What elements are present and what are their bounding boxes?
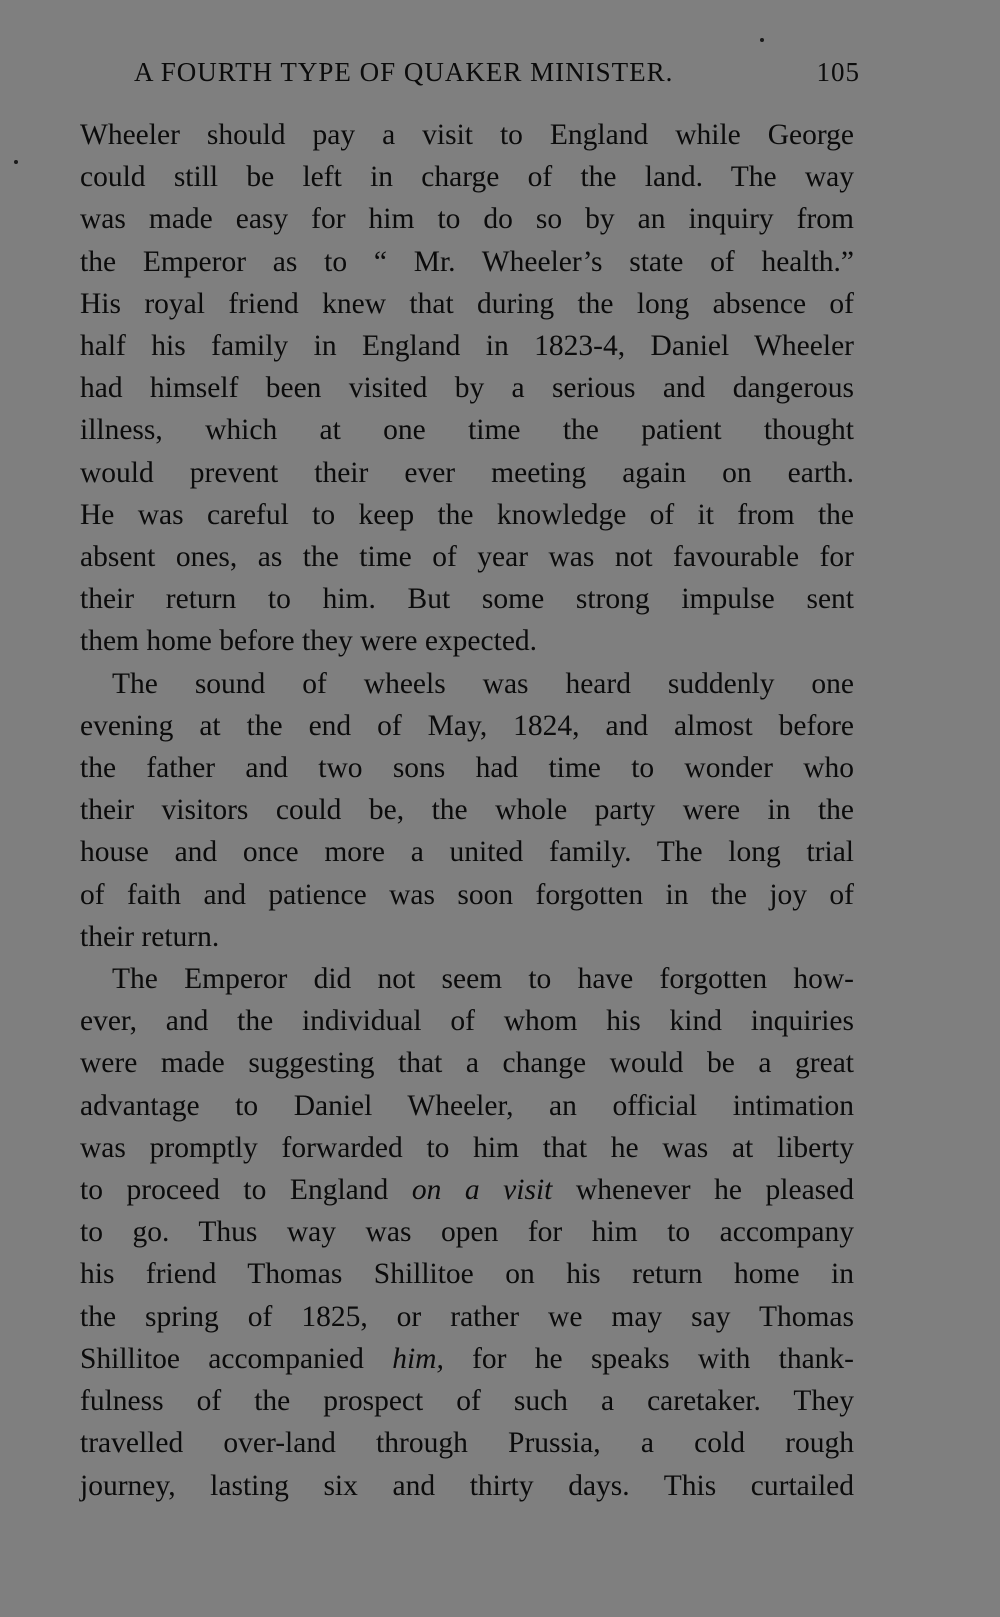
text-line: half his family in England in 1823-4, Daniel Wheeler	[80, 330, 854, 363]
paragraph-3	[80, 958, 854, 1507]
text-line: were made suggesting that a change would be a great	[80, 1047, 854, 1080]
text-line: their return.	[80, 920, 220, 953]
text-line: house and once more a united family. The long trial	[80, 836, 854, 869]
text-line: ever, and the individual of whom his kind inquiries	[80, 1005, 854, 1038]
text-line-with-italic	[80, 1169, 854, 1211]
ink-speck-left	[14, 160, 18, 164]
text-line: their return to him. But some strong impulse sent	[80, 583, 854, 616]
text-line: absent ones, as the time of year was not favourable for	[80, 541, 854, 574]
text-segment: Shillitoe accompanied	[80, 1342, 364, 1375]
text-segment: whenever he pleased	[552, 1174, 855, 1207]
text-line: He was careful to keep the knowledge of it from the	[80, 498, 854, 531]
text-line: The sound of wheels was heard suddenly one	[112, 667, 854, 700]
text-line: The Emperor did not seem to have forgotten how-	[112, 963, 854, 996]
text-line: of faith and patience was soon forgotten in the joy of	[80, 878, 854, 911]
text-line: advantage to Daniel Wheeler, an official intimation	[80, 1089, 854, 1122]
text-line: would prevent their ever meeting again on earth.	[80, 456, 854, 489]
text-line: was made easy for him to do so by an inquiry from	[80, 203, 854, 236]
text-line: illness, which at one time the patient thought	[80, 414, 854, 447]
body-text	[80, 114, 854, 1507]
text-line: Wheeler should pay a visit to England while George	[80, 119, 854, 151]
text-line: His royal friend knew that during the long absence of	[80, 287, 854, 320]
italic-phrase: on a visit	[411, 1174, 553, 1207]
text-line: the father and two sons had time to wonder who	[80, 752, 854, 785]
text-line: the Emperor as to “ Mr. Wheeler’s state of health.”	[80, 245, 854, 278]
text-segment: to proceed to England	[80, 1174, 389, 1207]
text-line: their visitors could be, the whole party were in the	[80, 794, 854, 827]
text-line: evening at the end of May, 1824, and almost before	[80, 709, 854, 742]
text-line-with-italic	[80, 1338, 854, 1380]
text-line: travelled over-land through Prussia, a cold rough	[80, 1427, 854, 1460]
text-line: to go. Thus way was open for him to accompany	[80, 1216, 854, 1249]
text-line: his friend Thomas Shillitoe on his return home in	[80, 1258, 854, 1291]
text-line: fulness of the prospect of such a caretaker. They	[80, 1385, 854, 1418]
text-line: them home before they were expected.	[80, 625, 538, 658]
text-line: the spring of 1825, or rather we may say Thomas	[80, 1300, 854, 1333]
text-line: was promptly forwarded to him that he was at liberty	[80, 1131, 854, 1164]
italic-phrase: him,	[392, 1342, 444, 1375]
ink-speck-top	[760, 38, 764, 42]
text-line: had himself been visited by a serious and dangerous	[80, 372, 854, 405]
paragraph-1	[80, 114, 854, 663]
paragraph-2	[80, 663, 854, 958]
page-number: 105	[816, 57, 860, 87]
text-line: could still be left in charge of the land. The way	[80, 161, 854, 194]
text-segment: for he speaks with thank-	[443, 1342, 854, 1375]
text-line: journey, lasting six and thirty days. This curtailed	[80, 1469, 854, 1502]
running-head-title: A FOURTH TYPE OF QUAKER MINISTER.	[134, 57, 674, 87]
